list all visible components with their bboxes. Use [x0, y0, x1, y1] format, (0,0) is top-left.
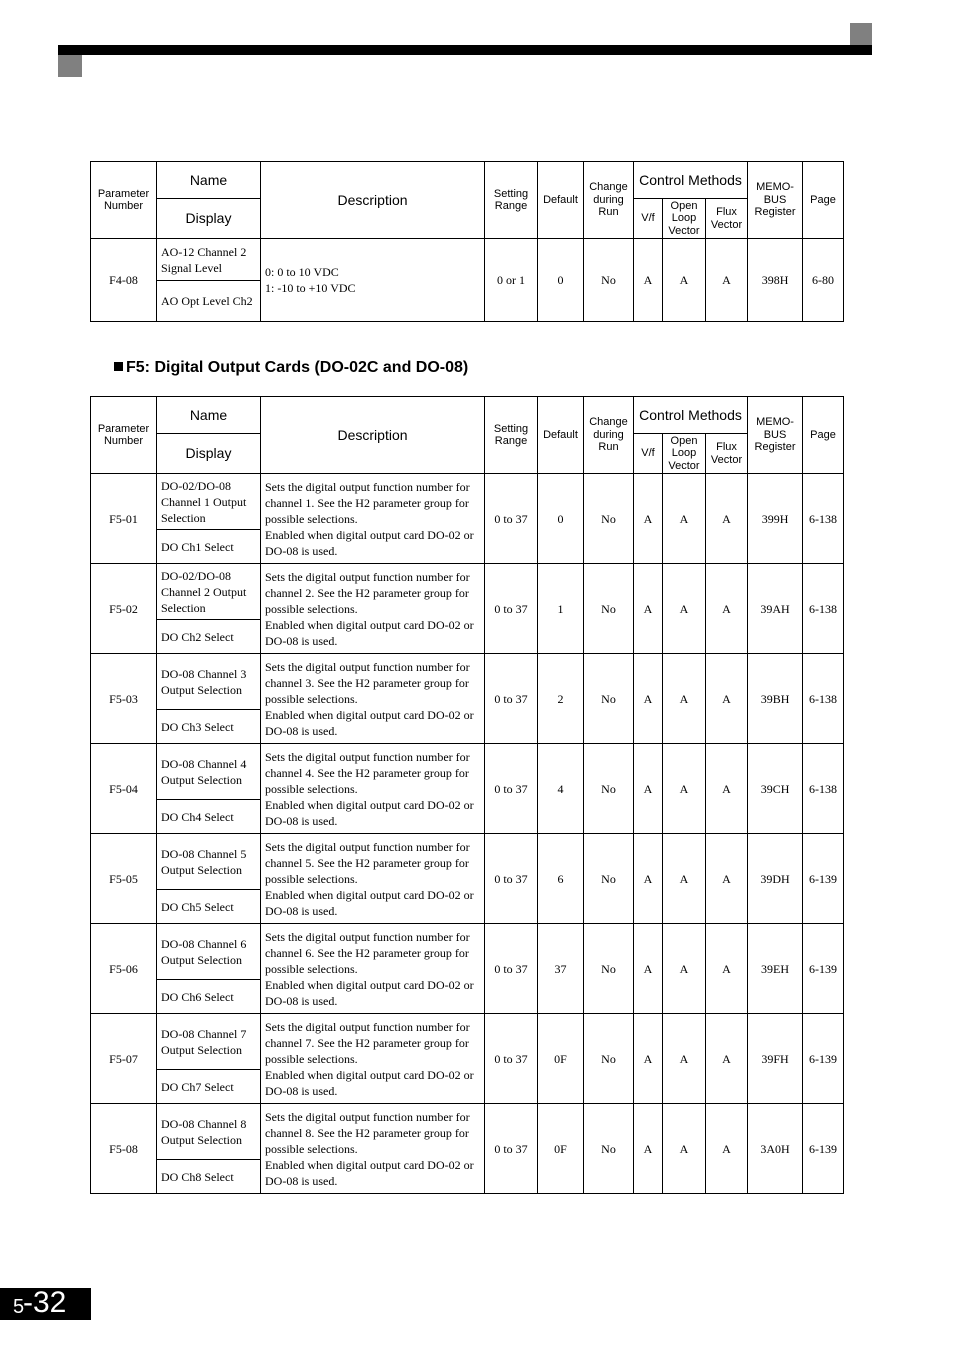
param-description: Sets the digital output function number for channel 1. See the H2 parameter group for possible selections. Enabled when digital output card DO-02 or DO-08 is used. — [261, 474, 485, 564]
param-name: AO-12 Channel 2 Signal Level — [157, 239, 261, 281]
param-fv: A — [706, 834, 748, 924]
section-title-text: F5: Digital Output Cards (DO-02C and DO-08) — [126, 359, 469, 376]
param-register: 39AH — [748, 564, 803, 654]
param-description: Sets the digital output function number for channel 4. See the H2 parameter group for possible selections. Enabled when digital output card DO-02 or DO-08 is used. — [261, 744, 485, 834]
param-change-during-run: No — [584, 1014, 634, 1104]
param-fv: A — [706, 1014, 748, 1104]
param-register: 39CH — [748, 744, 803, 834]
param-default: 0F — [538, 1104, 584, 1194]
param-setting-range: 0 to 37 — [485, 924, 538, 1014]
param-description: 0: 0 to 10 VDC 1: -10 to +10 VDC — [261, 239, 485, 322]
param-page: 6-139 — [803, 924, 844, 1014]
param-description: Sets the digital output function number for channel 3. See the H2 parameter group for possible selections. Enabled when digital output card DO-02 or DO-08 is used. — [261, 654, 485, 744]
param-name: DO-08 Channel 5 Output Selection — [157, 834, 261, 890]
param-description: Sets the digital output function number for channel 2. See the H2 parameter group for possible selections. Enabled when digital output card DO-02 or DO-08 is used. — [261, 564, 485, 654]
param-setting-range: 0 to 37 — [485, 744, 538, 834]
header-setting-range: Setting Range — [485, 397, 538, 474]
param-change-during-run: No — [584, 564, 634, 654]
param-vf: A — [634, 654, 663, 744]
table-row — [91, 924, 844, 980]
param-name: DO-08 Channel 8 Output Selection — [157, 1104, 261, 1160]
param-display: DO Ch6 Select — [157, 980, 261, 1014]
param-name: DO-08 Channel 7 Output Selection — [157, 1014, 261, 1070]
param-fv: A — [706, 1104, 748, 1194]
param-description: Sets the digital output function number for channel 7. See the H2 parameter group for possible selections. Enabled when digital output card DO-02 or DO-08 is used. — [261, 1014, 485, 1104]
param-register: 39FH — [748, 1014, 803, 1104]
param-olv: A — [663, 564, 706, 654]
param-default: 0 — [538, 239, 584, 322]
page-number — [0, 1288, 91, 1320]
param-change-during-run: No — [584, 1104, 634, 1194]
header-description: Description — [261, 162, 485, 239]
param-name: DO-08 Channel 6 Output Selection — [157, 924, 261, 980]
param-vf: A — [634, 474, 663, 564]
header-setting-range: Setting Range — [485, 162, 538, 239]
param-olv: A — [663, 239, 706, 322]
param-page: 6-139 — [803, 834, 844, 924]
param-register: 399H — [748, 474, 803, 564]
param-change-during-run: No — [584, 654, 634, 744]
table-row — [91, 1014, 844, 1070]
param-number: F5-05 — [91, 834, 157, 924]
header-vf: V/f — [634, 199, 663, 239]
table-row — [91, 564, 844, 620]
header-control-methods: Control Methods — [634, 162, 748, 199]
param-setting-range: 0 to 37 — [485, 1104, 538, 1194]
header-page: Page — [803, 162, 844, 239]
param-register: 39BH — [748, 654, 803, 744]
header-name: Name — [157, 397, 261, 434]
param-number: F5-07 — [91, 1014, 157, 1104]
param-default: 6 — [538, 834, 584, 924]
param-vf: A — [634, 924, 663, 1014]
param-default: 1 — [538, 564, 584, 654]
header-display: Display — [157, 199, 261, 239]
param-page: 6-139 — [803, 1104, 844, 1194]
param-olv: A — [663, 474, 706, 564]
param-olv: A — [663, 1104, 706, 1194]
param-default: 0F — [538, 1014, 584, 1104]
square-bullet-icon — [114, 362, 123, 371]
corner-marker-right — [850, 23, 872, 45]
param-vf: A — [634, 1014, 663, 1104]
param-number: F5-04 — [91, 744, 157, 834]
corner-marker-left — [58, 55, 82, 77]
param-page: 6-80 — [803, 239, 844, 322]
param-default: 4 — [538, 744, 584, 834]
param-description: Sets the digital output function number for channel 5. See the H2 parameter group for possible selections. Enabled when digital output card DO-02 or DO-08 is used. — [261, 834, 485, 924]
section-title — [114, 359, 468, 377]
param-fv: A — [706, 924, 748, 1014]
param-number: F5-08 — [91, 1104, 157, 1194]
param-display: AO Opt Level Ch2 — [157, 281, 261, 322]
table-row — [91, 744, 844, 800]
param-register: 3A0H — [748, 1104, 803, 1194]
param-display: DO Ch3 Select — [157, 710, 261, 744]
chapter-number: 5 — [13, 1296, 25, 1318]
param-number: F5-02 — [91, 564, 157, 654]
param-vf: A — [634, 239, 663, 322]
param-number: F5-03 — [91, 654, 157, 744]
table-row — [91, 834, 844, 890]
param-change-during-run: No — [584, 744, 634, 834]
param-fv: A — [706, 239, 748, 322]
param-display: DO Ch5 Select — [157, 890, 261, 924]
header-vf: V/f — [634, 434, 663, 474]
param-change-during-run: No — [584, 474, 634, 564]
param-page: 6-139 — [803, 1014, 844, 1104]
param-page: 6-138 — [803, 564, 844, 654]
header-change-during-run: Change during Run — [584, 397, 634, 474]
param-setting-range: 0 to 37 — [485, 1014, 538, 1104]
header-memobus-register: MEMO-BUS Register — [748, 162, 803, 239]
param-default: 2 — [538, 654, 584, 744]
header-name: Name — [157, 162, 261, 199]
param-fv: A — [706, 654, 748, 744]
param-name: DO-08 Channel 4 Output Selection — [157, 744, 261, 800]
table-row — [91, 474, 844, 530]
header-control-methods: Control Methods — [634, 397, 748, 434]
param-name: DO-08 Channel 3 Output Selection — [157, 654, 261, 710]
header-page: Page — [803, 397, 844, 474]
param-olv: A — [663, 924, 706, 1014]
param-number: F5-06 — [91, 924, 157, 1014]
param-setting-range: 0 to 37 — [485, 654, 538, 744]
param-change-during-run: No — [584, 239, 634, 322]
header-open-loop-vector: Open Loop Vector — [663, 434, 706, 474]
param-name: DO-02/DO-08 Channel 2 Output Selection — [157, 564, 261, 620]
header-flux-vector: Flux Vector — [706, 434, 748, 474]
param-setting-range: 0 to 37 — [485, 834, 538, 924]
param-fv: A — [706, 744, 748, 834]
header-memobus-register: MEMO-BUS Register — [748, 397, 803, 474]
param-display: DO Ch4 Select — [157, 800, 261, 834]
param-change-during-run: No — [584, 924, 634, 1014]
table-row — [91, 239, 844, 281]
param-fv: A — [706, 474, 748, 564]
param-vf: A — [634, 1104, 663, 1194]
param-display: DO Ch1 Select — [157, 530, 261, 564]
param-display: DO Ch7 Select — [157, 1070, 261, 1104]
param-name: DO-02/DO-08 Channel 1 Output Selection — [157, 474, 261, 530]
param-olv: A — [663, 834, 706, 924]
param-olv: A — [663, 744, 706, 834]
param-page: 6-138 — [803, 654, 844, 744]
param-setting-range: 0 to 37 — [485, 564, 538, 654]
param-number: F4-08 — [91, 239, 157, 322]
param-olv: A — [663, 1014, 706, 1104]
header-rule — [58, 45, 872, 55]
header-default: Default — [538, 162, 584, 239]
param-display: DO Ch2 Select — [157, 620, 261, 654]
header-display: Display — [157, 434, 261, 474]
header-change-during-run: Change during Run — [584, 162, 634, 239]
param-page: 6-138 — [803, 474, 844, 564]
param-description: Sets the digital output function number for channel 8. See the H2 parameter group for possible selections. Enabled when digital output card DO-02 or DO-08 is used. — [261, 1104, 485, 1194]
param-default: 37 — [538, 924, 584, 1014]
header-parameter-number: Parameter Number — [91, 162, 157, 239]
param-vf: A — [634, 564, 663, 654]
param-setting-range: 0 to 37 — [485, 474, 538, 564]
param-vf: A — [634, 744, 663, 834]
parameter-table-f5 — [90, 396, 844, 1194]
param-number: F5-01 — [91, 474, 157, 564]
param-description: Sets the digital output function number for channel 6. See the H2 parameter group for possible selections. Enabled when digital output card DO-02 or DO-08 is used. — [261, 924, 485, 1014]
param-register: 39EH — [748, 924, 803, 1014]
param-display: DO Ch8 Select — [157, 1160, 261, 1194]
param-default: 0 — [538, 474, 584, 564]
param-vf: A — [634, 834, 663, 924]
header-parameter-number: Parameter Number — [91, 397, 157, 474]
parameter-table-f4 — [90, 161, 844, 322]
header-description: Description — [261, 397, 485, 474]
param-fv: A — [706, 564, 748, 654]
table-row — [91, 654, 844, 710]
param-page: 6-138 — [803, 744, 844, 834]
param-change-during-run: No — [584, 834, 634, 924]
param-olv: A — [663, 654, 706, 744]
param-register: 398H — [748, 239, 803, 322]
page-suffix: -32 — [23, 1286, 67, 1319]
header-default: Default — [538, 397, 584, 474]
param-setting-range: 0 or 1 — [485, 239, 538, 322]
header-flux-vector: Flux Vector — [706, 199, 748, 239]
table-row — [91, 1104, 844, 1160]
param-register: 39DH — [748, 834, 803, 924]
header-open-loop-vector: Open Loop Vector — [663, 199, 706, 239]
